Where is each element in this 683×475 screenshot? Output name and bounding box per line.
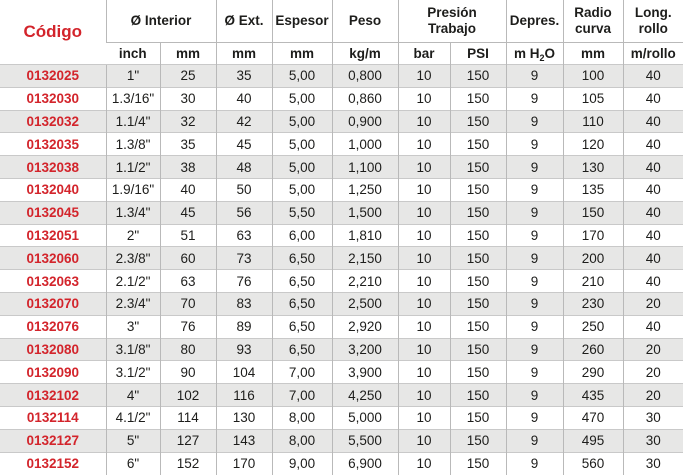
longitud-cell: 40 — [623, 224, 683, 247]
mm-interior-cell: 76 — [160, 315, 216, 338]
espesor-cell: 6,50 — [272, 270, 332, 293]
espesor-cell: 7,00 — [272, 384, 332, 407]
mm-ext-cell: 45 — [216, 133, 272, 156]
unit-mm-interior: mm — [160, 43, 216, 65]
mm-ext-cell: 76 — [216, 270, 272, 293]
mm-interior-cell: 25 — [160, 65, 216, 88]
bar-cell: 10 — [398, 452, 450, 475]
mm-ext-cell: 116 — [216, 384, 272, 407]
depres-cell: 9 — [506, 270, 563, 293]
mm-interior-cell: 51 — [160, 224, 216, 247]
radio-cell: 110 — [563, 110, 623, 133]
mm-ext-cell: 48 — [216, 156, 272, 179]
peso-cell: 0,860 — [332, 87, 398, 110]
psi-cell: 150 — [450, 87, 506, 110]
unit-psi: PSI — [450, 43, 506, 65]
code-cell: 0132102 — [0, 384, 106, 407]
unit-m-rollo: m/rollo — [623, 43, 683, 65]
table-row — [0, 315, 683, 338]
depres-cell: 9 — [506, 452, 563, 475]
depres-cell: 9 — [506, 65, 563, 88]
inch-cell: 4.1/2" — [106, 406, 160, 429]
bar-cell: 10 — [398, 178, 450, 201]
unit-mh2o: m $H_2O$ — [506, 43, 563, 65]
peso-header: Peso — [332, 0, 398, 43]
inch-cell: 3" — [106, 315, 160, 338]
code-cell: 0132076 — [0, 315, 106, 338]
psi-cell: 150 — [450, 133, 506, 156]
table-body — [0, 65, 683, 475]
peso-cell: 2,210 — [332, 270, 398, 293]
radio-cell: 260 — [563, 338, 623, 361]
inch-cell: 2.3/4" — [106, 292, 160, 315]
peso-cell: 1,000 — [332, 133, 398, 156]
radio-cell: 250 — [563, 315, 623, 338]
espesor-cell: 5,00 — [272, 133, 332, 156]
mm-ext-cell: 40 — [216, 87, 272, 110]
inch-cell: 2.3/8" — [106, 247, 160, 270]
code-cell: 0132045 — [0, 201, 106, 224]
longitud-cell: 40 — [623, 201, 683, 224]
unit-inch: inch — [118, 46, 147, 61]
bar-cell: 10 — [398, 133, 450, 156]
peso-cell: 0,900 — [332, 110, 398, 133]
inch-cell: 1" — [106, 65, 160, 88]
mm-ext-cell: 56 — [216, 201, 272, 224]
radio-cell: 120 — [563, 133, 623, 156]
table-row — [0, 224, 683, 247]
mm-ext-cell: 50 — [216, 178, 272, 201]
peso-cell: 2,500 — [332, 292, 398, 315]
mm-interior-cell: 127 — [160, 429, 216, 452]
peso-cell: 2,920 — [332, 315, 398, 338]
peso-cell: 5,000 — [332, 406, 398, 429]
mm-interior-cell: 38 — [160, 156, 216, 179]
radio-cell: 135 — [563, 178, 623, 201]
peso-cell: 4,250 — [332, 384, 398, 407]
psi-cell: 150 — [450, 65, 506, 88]
mm-interior-cell: 70 — [160, 292, 216, 315]
depres-cell: 9 — [506, 247, 563, 270]
bar-cell: 10 — [398, 201, 450, 224]
depres-cell: 9 — [506, 315, 563, 338]
peso-cell: 1,100 — [332, 156, 398, 179]
espesor-cell: 6,50 — [272, 292, 332, 315]
espesor-cell: 6,50 — [272, 315, 332, 338]
ext-header: Ø Ext. — [216, 0, 272, 43]
longitud-cell: 30 — [623, 429, 683, 452]
mm-ext-cell: 83 — [216, 292, 272, 315]
inch-cell: 2.1/2" — [106, 270, 160, 293]
longitud-cell: 40 — [623, 270, 683, 293]
table-row — [0, 361, 683, 384]
peso-cell: 2,150 — [332, 247, 398, 270]
inch-cell: 4" — [106, 384, 160, 407]
inch-cell: 1.9/16" — [106, 178, 160, 201]
code-cell: 0132025 — [0, 65, 106, 88]
table-row — [0, 270, 683, 293]
longitud-cell: 20 — [623, 384, 683, 407]
inch-cell: 1.1/4" — [106, 110, 160, 133]
longitud-cell: 40 — [623, 87, 683, 110]
table-row — [0, 133, 683, 156]
longitud-cell: 20 — [623, 361, 683, 384]
bar-cell: 10 — [398, 315, 450, 338]
mm-ext-cell: 93 — [216, 338, 272, 361]
psi-cell: 150 — [450, 270, 506, 293]
psi-cell: 150 — [450, 110, 506, 133]
depres-cell: 9 — [506, 292, 563, 315]
peso-cell: 5,500 — [332, 429, 398, 452]
depres-cell: 9 — [506, 201, 563, 224]
code-cell: 0132070 — [0, 292, 106, 315]
radio-cell: 170 — [563, 224, 623, 247]
radio-cell: 560 — [563, 452, 623, 475]
code-cell: 0132127 — [0, 429, 106, 452]
espesor-cell: 7,00 — [272, 361, 332, 384]
longitud-cell: 40 — [623, 247, 683, 270]
unit-bar: bar — [398, 43, 450, 65]
espesor-cell: 6,50 — [272, 247, 332, 270]
bar-cell: 10 — [398, 292, 450, 315]
mm-interior-cell: 60 — [160, 247, 216, 270]
longitud-cell: 40 — [623, 178, 683, 201]
code-cell: 0132090 — [0, 361, 106, 384]
psi-cell: 150 — [450, 224, 506, 247]
inch-cell: 2" — [106, 224, 160, 247]
peso-cell: 1,500 — [332, 201, 398, 224]
depres-header: Depres. — [506, 0, 563, 43]
psi-cell: 150 — [450, 406, 506, 429]
longitud-cell: 40 — [623, 110, 683, 133]
mm-ext-cell: 63 — [216, 224, 272, 247]
longitud-cell: 40 — [623, 133, 683, 156]
mm-interior-cell: 30 — [160, 87, 216, 110]
unit-mm-ext: mm — [216, 43, 272, 65]
radio-cell: 230 — [563, 292, 623, 315]
depres-cell: 9 — [506, 178, 563, 201]
code-cell: 0132051 — [0, 224, 106, 247]
mm-ext-cell: 89 — [216, 315, 272, 338]
depres-cell: 9 — [506, 361, 563, 384]
radio-cell: 130 — [563, 156, 623, 179]
espesor-cell: 9,00 — [272, 452, 332, 475]
table-row — [0, 247, 683, 270]
mm-interior-cell: 40 — [160, 178, 216, 201]
table-row — [0, 201, 683, 224]
psi-cell: 150 — [450, 452, 506, 475]
radio-cell: 210 — [563, 270, 623, 293]
table-row — [0, 452, 683, 475]
code-cell: 0132060 — [0, 247, 106, 270]
mm-interior-cell: 114 — [160, 406, 216, 429]
bar-cell: 10 — [398, 361, 450, 384]
psi-cell: 150 — [450, 338, 506, 361]
radio-header: Radio curva — [563, 0, 623, 43]
mm-interior-cell: 152 — [160, 452, 216, 475]
espesor-cell: 5,00 — [272, 178, 332, 201]
inch-cell: 3.1/2" — [106, 361, 160, 384]
depres-cell: 9 — [506, 133, 563, 156]
code-cell: 0132040 — [0, 178, 106, 201]
bar-cell: 10 — [398, 65, 450, 88]
peso-cell: 0,800 — [332, 65, 398, 88]
psi-cell: 150 — [450, 247, 506, 270]
bar-cell: 10 — [398, 110, 450, 133]
bar-cell: 10 — [398, 87, 450, 110]
mm-ext-cell: 143 — [216, 429, 272, 452]
peso-cell: 3,900 — [332, 361, 398, 384]
bar-cell: 10 — [398, 224, 450, 247]
depres-cell: 9 — [506, 110, 563, 133]
espesor-cell: 5,00 — [272, 156, 332, 179]
espesor-cell: 6,50 — [272, 338, 332, 361]
psi-cell: 150 — [450, 315, 506, 338]
codigo-header: Código — [23, 22, 83, 41]
espesor-cell: 8,00 — [272, 429, 332, 452]
mm-ext-cell: 42 — [216, 110, 272, 133]
espesor-header: Espesor — [272, 0, 332, 43]
inch-cell: 1.3/8" — [106, 133, 160, 156]
inch-cell: 1.1/2" — [106, 156, 160, 179]
table-row — [0, 384, 683, 407]
code-cell: 0132080 — [0, 338, 106, 361]
longitud-header: Long. rollo — [623, 0, 683, 43]
table-row — [0, 65, 683, 88]
unit-mm-espesor: mm — [272, 43, 332, 65]
espesor-cell: 5,00 — [272, 87, 332, 110]
mm-ext-cell: 73 — [216, 247, 272, 270]
unit-mm-radio: mm — [563, 43, 623, 65]
presion-header: Presión Trabajo — [398, 0, 506, 43]
bar-cell: 10 — [398, 429, 450, 452]
mm-ext-cell: 130 — [216, 406, 272, 429]
espesor-cell: 5,00 — [272, 65, 332, 88]
bar-cell: 10 — [398, 338, 450, 361]
inch-cell: 6" — [106, 452, 160, 475]
radio-cell: 435 — [563, 384, 623, 407]
code-cell: 0132038 — [0, 156, 106, 179]
code-cell: 0132035 — [0, 133, 106, 156]
depres-cell: 9 — [506, 384, 563, 407]
table-row — [0, 87, 683, 110]
bar-cell: 10 — [398, 156, 450, 179]
table-row — [0, 178, 683, 201]
bar-cell: 10 — [398, 406, 450, 429]
mm-ext-cell: 170 — [216, 452, 272, 475]
psi-cell: 150 — [450, 429, 506, 452]
depres-cell: 9 — [506, 429, 563, 452]
longitud-cell: 40 — [623, 156, 683, 179]
espesor-cell: 5,50 — [272, 201, 332, 224]
mm-interior-cell: 32 — [160, 110, 216, 133]
radio-cell: 150 — [563, 201, 623, 224]
table-row — [0, 292, 683, 315]
psi-cell: 150 — [450, 361, 506, 384]
table-row — [0, 156, 683, 179]
psi-cell: 150 — [450, 292, 506, 315]
depres-cell: 9 — [506, 338, 563, 361]
radio-cell: 470 — [563, 406, 623, 429]
code-cell: 0132032 — [0, 110, 106, 133]
peso-cell: 3,200 — [332, 338, 398, 361]
bar-cell: 10 — [398, 247, 450, 270]
header-row — [0, 0, 683, 43]
mm-interior-cell: 90 — [160, 361, 216, 384]
inch-cell: 3.1/8" — [106, 338, 160, 361]
code-cell: 0132063 — [0, 270, 106, 293]
table-row — [0, 110, 683, 133]
code-cell: 0132152 — [0, 452, 106, 475]
bar-cell: 10 — [398, 384, 450, 407]
longitud-cell: 20 — [623, 292, 683, 315]
psi-cell: 150 — [450, 201, 506, 224]
mm-interior-cell: 45 — [160, 201, 216, 224]
psi-cell: 150 — [450, 178, 506, 201]
depres-cell: 9 — [506, 406, 563, 429]
mm-ext-cell: 104 — [216, 361, 272, 384]
radio-cell: 200 — [563, 247, 623, 270]
longitud-cell: 30 — [623, 452, 683, 475]
psi-cell: 150 — [450, 156, 506, 179]
espesor-cell: 6,00 — [272, 224, 332, 247]
longitud-cell: 40 — [623, 65, 683, 88]
espesor-cell: 8,00 — [272, 406, 332, 429]
table-row — [0, 338, 683, 361]
mm-interior-cell: 102 — [160, 384, 216, 407]
longitud-cell: 30 — [623, 406, 683, 429]
peso-cell: 1,250 — [332, 178, 398, 201]
inch-cell: 1.3/4" — [106, 201, 160, 224]
unit-kgm: kg/m — [332, 43, 398, 65]
inch-cell: 5" — [106, 429, 160, 452]
table-row — [0, 429, 683, 452]
longitud-cell: 20 — [623, 338, 683, 361]
interior-header: Ø Interior — [106, 0, 216, 43]
peso-cell: 1,810 — [332, 224, 398, 247]
mm-interior-cell: 80 — [160, 338, 216, 361]
radio-cell: 495 — [563, 429, 623, 452]
radio-cell: 105 — [563, 87, 623, 110]
longitud-cell: 40 — [623, 315, 683, 338]
psi-cell: 150 — [450, 384, 506, 407]
peso-cell: 6,900 — [332, 452, 398, 475]
radio-cell: 290 — [563, 361, 623, 384]
mm-ext-cell: 35 — [216, 65, 272, 88]
inch-cell: 1.3/16" — [106, 87, 160, 110]
depres-cell: 9 — [506, 87, 563, 110]
code-cell: 0132030 — [0, 87, 106, 110]
mm-interior-cell: 35 — [160, 133, 216, 156]
code-cell: 0132114 — [0, 406, 106, 429]
radio-cell: 100 — [563, 65, 623, 88]
depres-cell: 9 — [506, 224, 563, 247]
table-row — [0, 406, 683, 429]
bar-cell: 10 — [398, 270, 450, 293]
espesor-cell: 5,00 — [272, 110, 332, 133]
mm-interior-cell: 63 — [160, 270, 216, 293]
depres-cell: 9 — [506, 156, 563, 179]
